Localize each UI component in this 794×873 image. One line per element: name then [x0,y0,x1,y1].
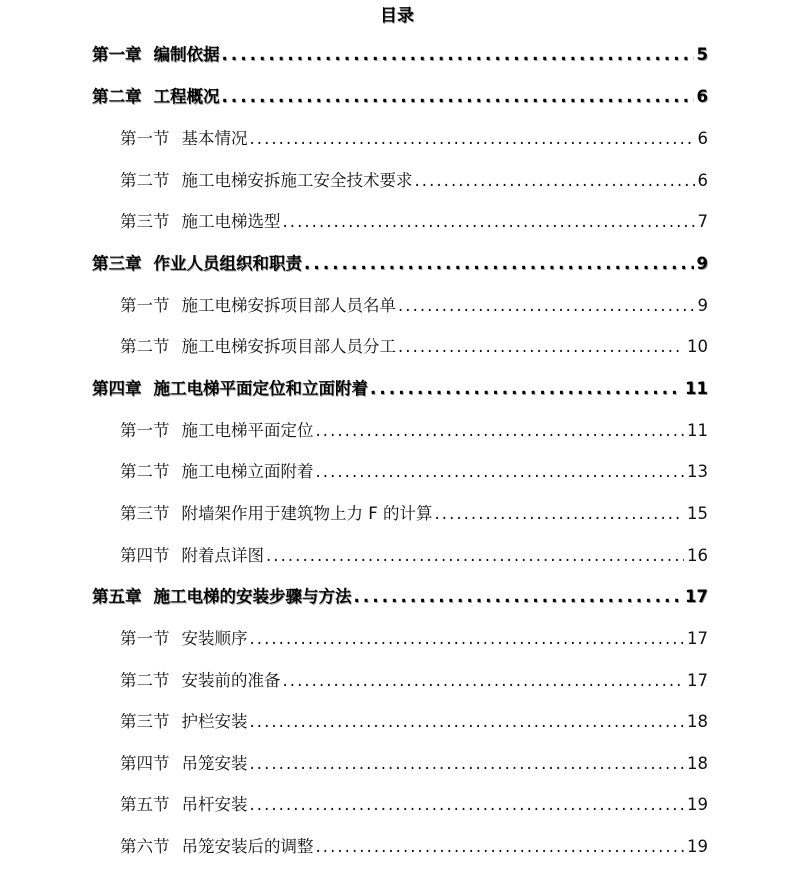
toc-entry-section[interactable] [120,168,708,194]
toc-title: 作业人员组织和职责 [153,254,302,273]
dot-leader [283,668,685,694]
toc-entry-section[interactable] [120,709,708,735]
toc-page-number: 19 [687,795,708,814]
toc-entry-section[interactable] [120,501,708,527]
toc-title: 安装顺序 [181,629,248,648]
toc-title: 吊笼安装 [181,754,248,773]
toc-number: 第四章 [92,379,142,398]
toc-page-number: 7 [697,212,708,231]
toc-page-number: 9 [697,296,708,315]
toc-entry-section[interactable] [120,543,708,569]
toc-number: 第一节 [120,296,170,315]
toc-number: 第二节 [120,462,170,481]
toc-entry-section[interactable] [120,792,708,818]
dot-leader [434,501,684,527]
toc-entry-section[interactable] [120,293,708,319]
toc-page-number: 9 [696,254,708,273]
dot-leader [354,584,683,610]
toc-title: 施工电梯安拆项目部人员名单 [181,296,396,315]
toc-title: 护栏安装 [181,712,248,731]
toc-page-number: 17 [687,671,708,690]
toc-entry-chapter[interactable] [92,42,708,68]
toc-page-number: 6 [697,129,708,148]
toc-title: 施工电梯的安装步骤与方法 [153,587,352,606]
toc-number: 第二章 [92,87,142,106]
toc-number: 第三节 [120,712,170,731]
toc-page-number: 17 [685,587,708,606]
dot-leader [415,168,695,194]
dot-leader [316,459,685,485]
toc-number: 第一节 [120,129,170,148]
toc-entry-chapter[interactable] [92,251,708,277]
dot-leader [370,376,682,402]
toc-entry-chapter[interactable] [92,584,708,610]
toc-number: 第四节 [120,754,170,773]
toc-page-number: 16 [687,546,708,565]
toc-number: 第二节 [120,337,170,356]
toc-entry-chapter[interactable] [92,376,708,402]
toc-title: 附着点详图 [181,546,264,565]
toc-page-number: 19 [687,837,708,856]
dot-leader [222,42,694,68]
toc-page-number: 5 [696,45,708,64]
dot-leader [250,709,685,735]
toc-number: 第三节 [120,212,170,231]
dot-leader [222,84,694,110]
dot-leader [266,543,684,569]
toc-number: 第四节 [120,546,170,565]
toc-page-number: 18 [687,754,708,773]
dot-leader [398,293,695,319]
toc-title: 安装前的准备 [181,671,281,690]
dot-leader [250,626,685,652]
toc-page-number: 13 [687,462,708,481]
toc-title: 附墙架作用于建筑物上力 F 的计算 [181,504,433,523]
toc-number: 第一节 [120,421,170,440]
toc-title: 施工电梯平面定位 [181,421,314,440]
page-title: 目录 [380,6,414,26]
toc-title: 施工电梯立面附着 [181,462,314,481]
toc-entry-section[interactable] [120,209,708,235]
toc-number: 第一节 [120,629,170,648]
toc-page-number: 15 [687,504,708,523]
toc-page-number: 11 [687,421,708,440]
toc-entry-section[interactable] [120,751,708,777]
toc-page-number: 6 [696,87,708,106]
dot-leader [316,834,685,860]
toc-title: 施工电梯安拆施工安全技术要求 [181,171,413,190]
toc-entry-section[interactable] [120,334,708,360]
toc-title: 吊笼安装后的调整 [181,837,314,856]
dot-leader [250,751,685,777]
toc-page-number: 17 [687,629,708,648]
dot-leader [283,209,695,235]
toc-title: 吊杆安装 [181,795,248,814]
toc-title: 施工电梯平面定位和立面附着 [153,379,368,398]
toc-entry-section[interactable] [120,668,708,694]
toc-number: 第五章 [92,587,142,606]
dot-leader [316,418,685,444]
toc-entry-chapter[interactable] [92,84,708,110]
dot-leader [250,126,695,152]
toc-number: 第一章 [92,45,142,64]
toc-entry-section[interactable] [120,418,708,444]
dot-leader [250,792,685,818]
toc-number: 第六节 [120,837,170,856]
toc-entry-section[interactable] [120,459,708,485]
toc-number: 第三节 [120,504,170,523]
toc-page-number: 18 [687,712,708,731]
dot-leader [304,251,694,277]
toc-entry-section[interactable] [120,626,708,652]
toc-title: 编制依据 [153,45,220,64]
toc-title: 基本情况 [181,129,248,148]
toc-page-number: 11 [685,379,708,398]
toc-page-number: 6 [697,171,708,190]
toc-page-number: 10 [687,337,708,356]
toc-entry-section[interactable] [120,834,708,860]
toc-title: 施工电梯选型 [181,212,281,231]
toc-number: 第五节 [120,795,170,814]
toc-number: 第二节 [120,671,170,690]
toc-number: 第三章 [92,254,142,273]
toc-entry-section[interactable] [120,126,708,152]
dot-leader [398,334,684,360]
toc-title: 施工电梯安拆项目部人员分工 [181,337,396,356]
toc-number: 第二节 [120,171,170,190]
toc-title: 工程概况 [153,87,220,106]
